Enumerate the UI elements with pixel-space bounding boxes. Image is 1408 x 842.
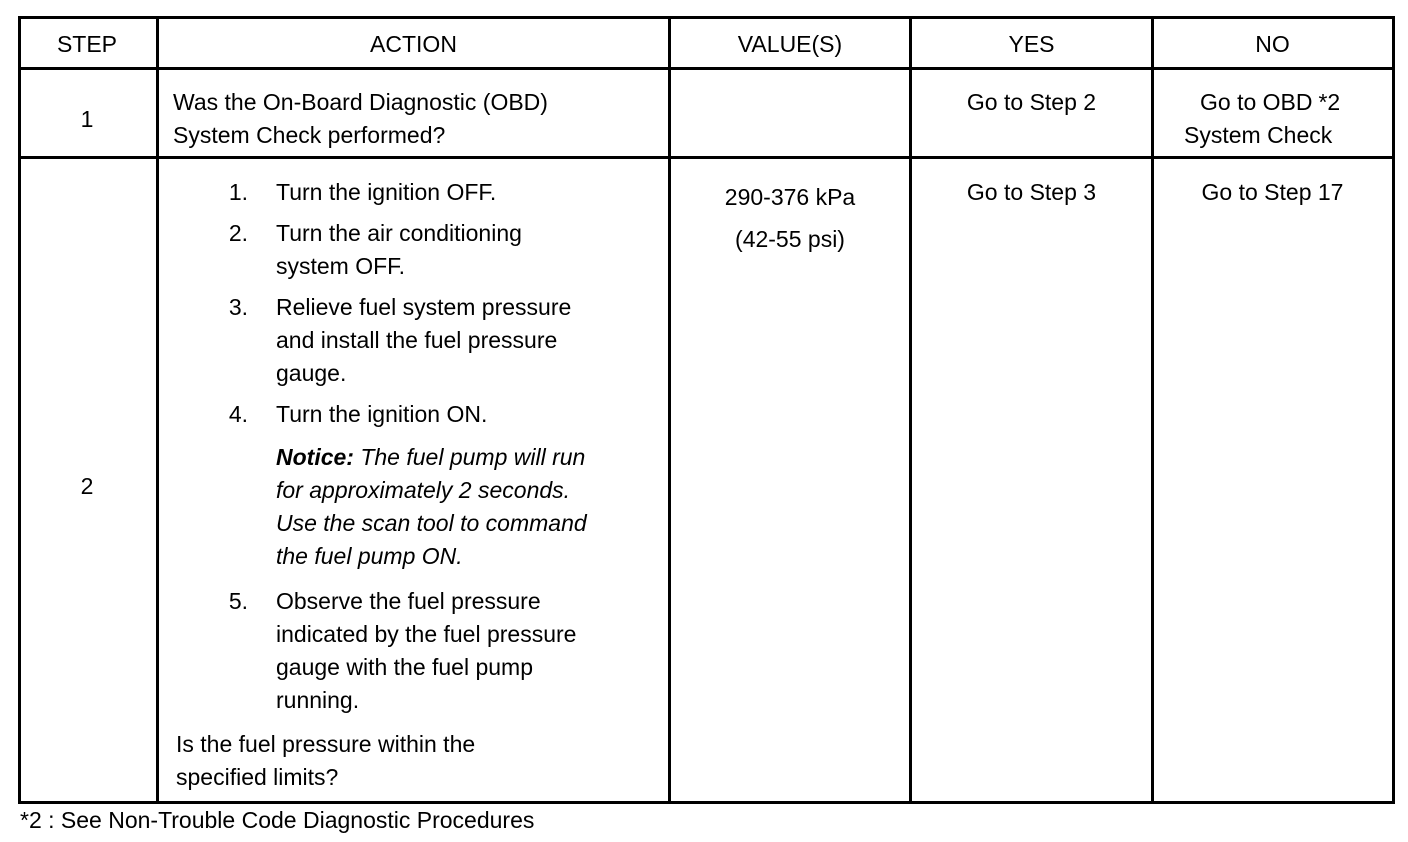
column-divider [909, 16, 912, 802]
row1-no-line: System Check [1184, 122, 1333, 148]
notice-text: for approximately 2 seconds. [276, 477, 571, 503]
row2-no: Go to Step 17 [1201, 179, 1344, 205]
list-item: 3. Relieve fuel system pressure and install the fuel pressure gauge. [228, 294, 572, 386]
column-divider [1151, 16, 1154, 802]
row1-no-line: Go to OBD [1200, 89, 1313, 115]
notice-block [220, 441, 660, 573]
row1-yes: Go to Step 2 [966, 89, 1097, 115]
column-divider [668, 16, 671, 802]
pressure-value-psi: (42-55 psi) [735, 226, 845, 252]
header-yes: YES [1008, 31, 1055, 57]
list-item: 1. Turn the ignition OFF. [228, 179, 497, 205]
row2-values [671, 176, 909, 260]
notice-text: The fuel pump will run [353, 444, 586, 470]
notice-text: the fuel pump ON. [276, 543, 463, 569]
list-item: 5. Observe the fuel pressure indicated by the fuel pressure gauge with the fuel pump running. [228, 588, 577, 713]
row-divider [18, 156, 1393, 159]
header-step: STEP [56, 31, 118, 57]
pressure-value-kpa: 290-376 kPa [724, 184, 856, 210]
header-action: ACTION [370, 31, 457, 57]
list-item: 4. Turn the ignition ON. [228, 401, 488, 427]
row1-action [173, 86, 663, 152]
row2-yes: Go to Step 3 [966, 179, 1097, 205]
header-no: NO [1255, 31, 1290, 57]
row2-action-steps [220, 176, 660, 725]
row-divider [18, 67, 1393, 70]
notice-text: Use the scan tool to command [276, 510, 587, 536]
header-values: VALUE(S) [737, 31, 843, 57]
footnote-reference: *2 [1318, 89, 1341, 115]
row1-action-line: Was the On-Board Diagnostic (OBD) [173, 89, 548, 115]
footnote: *2 : See Non-Trouble Code Diagnostic Procedures [20, 807, 535, 833]
notice-label: Notice: [276, 444, 354, 470]
row2-question: Is the fuel pressure within the specified limits? [176, 731, 476, 790]
list-item: 2. Turn the air conditioning system OFF. [228, 220, 522, 279]
row1-action-line: System Check performed? [173, 122, 446, 148]
row2-step-number: 2 [80, 473, 94, 499]
row1-step-number: 1 [80, 106, 94, 132]
column-divider [156, 16, 159, 802]
